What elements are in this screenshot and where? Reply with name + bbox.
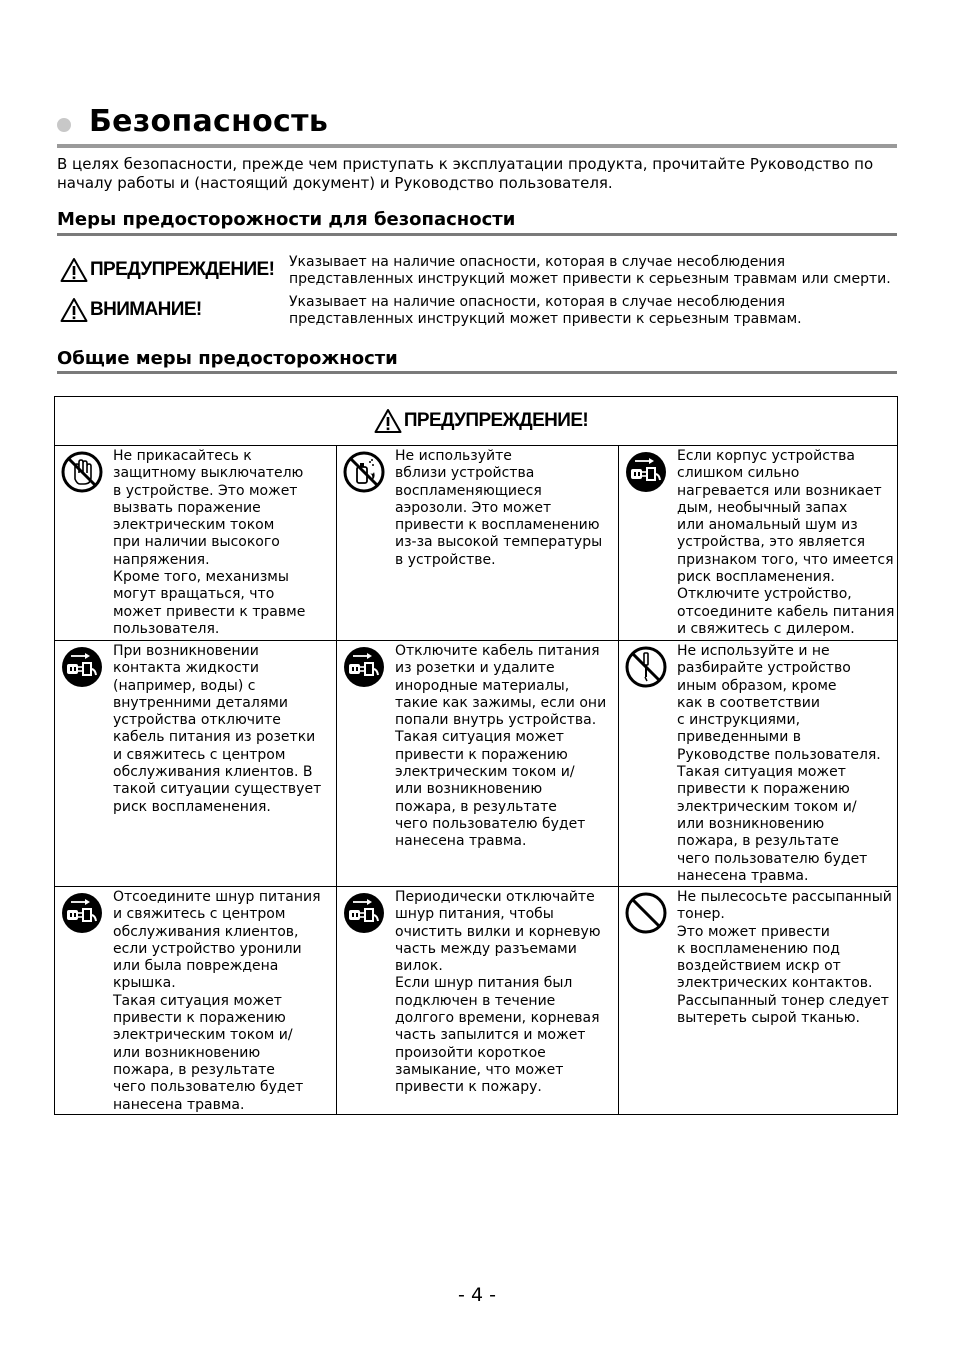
section-divider: [57, 371, 897, 374]
section-heading-general: Общие меры предосторожности: [57, 348, 398, 369]
no-touch-icon: [61, 451, 103, 493]
prohibited-icon: [625, 892, 667, 934]
warning-label-text: ПРЕДУПРЕЖДЕНИЕ!: [90, 259, 275, 280]
warning-triangle-icon: [374, 408, 402, 434]
cell-text: При возникновении контакта жидкости (например, воды) с внутренними деталями устройства отключите кабель питания из розетки и свяжитесь с центром обслуживания клиентов. В такой ситуации существует риск воспламенения.: [113, 643, 322, 815]
table-cell: [337, 446, 618, 640]
unplug-icon: [343, 646, 385, 688]
cell-text: Отключите кабель питания из розетки и удалите инородные материалы, такие как зажимы, если они попали внутрь устройства. Такая ситуация может привести к поражению электрическим током и/ или возникновению пожара, в результате чего пользователю будет нанесена травма.: [395, 643, 607, 850]
table-cell: [337, 641, 618, 886]
table-cell: [337, 887, 618, 1115]
section-divider: [57, 233, 897, 236]
cell-text: Не используйте вблизи устройства воспламеняющиеся аэрозоли. Это может привести к воспламенению из-за высокой температуры в устройстве.: [395, 448, 603, 568]
cell-text: Периодически отключайте шнур питания, чтобы очистить вилки и корневую часть между разъемами вилок. Если шнур питания был подключен в течение долгого времени, корневая часть запылится и может произойти короткое замыкание, что может привести к пожару.: [395, 889, 601, 1096]
page-title: Безопасность: [89, 104, 329, 139]
warning-table-header: [55, 397, 897, 446]
table-cell: [55, 887, 336, 1115]
table-cell: [619, 887, 899, 1115]
no-spray-icon: [343, 451, 385, 493]
unplug-icon: [625, 451, 667, 493]
bullet-dot-icon: [57, 118, 71, 132]
page-number: - 4 -: [458, 1284, 496, 1306]
cell-text: Если корпус устройства слишком сильно нагревается или возникает дым, необычный запах или аномальный шум из устройства, это является признаком того, что имеется риск воспламенения. Отключите устройство, отсоедините кабель питания и свяжитесь с дилером.: [677, 448, 895, 637]
warning-description: Указывает на наличие опасности, которая в случае несоблюдения представленных инструкций может привести к серьезным травмам или смерти.: [289, 254, 891, 287]
warning-label: [60, 257, 274, 283]
caution-triangle-icon: [60, 297, 88, 323]
unplug-icon: [61, 646, 103, 688]
table-cell: [619, 446, 899, 640]
warning-table-title: ПРЕДУПРЕЖДЕНИЕ!: [403, 410, 589, 431]
title-divider: [57, 144, 897, 148]
table-cell: [619, 641, 899, 886]
cell-text: Не используйте и не разбирайте устройство иным образом, кроме как в соответствии с инструкциями, приведенными в Руководстве пользователя. Такая ситуация может привести к поражению электрическим током и/ или возникновению пожара, в результате чего пользователю будет нанесена травма.: [677, 643, 881, 884]
warning-triangle-icon: [60, 257, 88, 283]
warning-table: [54, 396, 898, 1115]
cell-text: Не пылесосьте рассыпанный тонер. Это может привести к воспламенению под воздействием искр от электрических контактов. Рассыпанный тонер следует вытереть сырой тканью.: [677, 889, 892, 1027]
intro-paragraph: В целях безопасности, прежде чем приступать к эксплуатации продукта, прочитайте Руководство по началу работы и (настоящий документ) и Руководство пользователя.: [57, 155, 874, 192]
unplug-icon: [61, 892, 103, 934]
caution-description: Указывает на наличие опасности, которая в случае несоблюдения представленных инструкций может привести к серьезным травмам.: [289, 294, 802, 327]
caution-label: [60, 297, 202, 323]
cell-text: Не прикасайтесь к защитному выключателю в устройстве. Это может вызвать поражение электрическим током при наличии высокого напряжения. Кроме того, механизмы могут вращаться, что может привести к травме пользователя.: [113, 448, 306, 637]
no-disassemble-icon: [625, 646, 667, 688]
cell-text: Отсоедините шнур питания и свяжитесь с центром обслуживания клиентов, если устройство уронили или была повреждена крышка. Такая ситуация может привести к поражению электрическим током и/ или возникновению пожара, в результате чего пользователю будет нанесена травма.: [113, 889, 321, 1113]
table-cell: [55, 446, 336, 640]
caution-label-text: ВНИМАНИЕ!: [90, 299, 202, 320]
section-heading-safety: Меры предосторожности для безопасности: [57, 209, 516, 230]
table-cell: [55, 641, 336, 886]
unplug-icon: [343, 892, 385, 934]
